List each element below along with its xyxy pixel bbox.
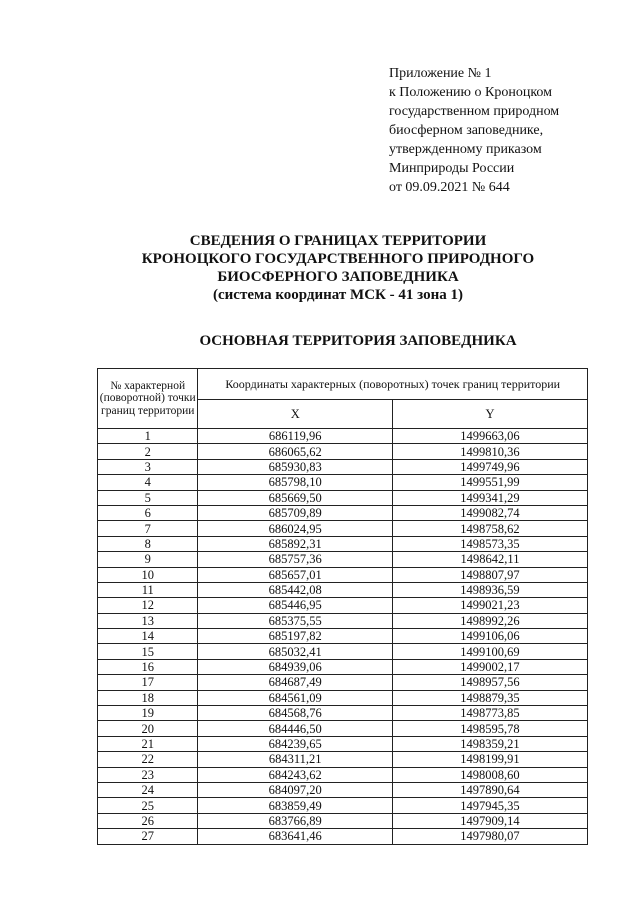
y-coordinate: 1498199,91 <box>392 752 587 767</box>
y-coordinate: 1498807,97 <box>392 567 587 582</box>
x-coordinate: 684311,21 <box>198 752 393 767</box>
table-row <box>98 752 588 767</box>
x-coordinate: 684939,06 <box>198 659 393 674</box>
table-row <box>98 459 588 474</box>
x-coordinate: 685709,89 <box>198 505 393 520</box>
table-row <box>98 582 588 597</box>
point-number: 4 <box>98 475 198 490</box>
table-row <box>98 536 588 551</box>
point-number: 13 <box>98 613 198 628</box>
coordinates-table <box>97 368 588 845</box>
table-row <box>98 613 588 628</box>
table-row <box>98 429 588 444</box>
y-coordinate: 1498957,56 <box>392 675 587 690</box>
y-coordinate: 1498642,11 <box>392 552 587 567</box>
x-coordinate: 684561,09 <box>198 690 393 705</box>
y-coordinate: 1499082,74 <box>392 505 587 520</box>
y-coordinate: 1499551,99 <box>392 475 587 490</box>
table-row <box>98 521 588 536</box>
table-row <box>98 798 588 813</box>
x-coordinate: 685446,95 <box>198 598 393 613</box>
table-row <box>98 644 588 659</box>
point-number: 23 <box>98 767 198 782</box>
x-coordinate: 683766,89 <box>198 813 393 828</box>
y-coordinate: 1498758,62 <box>392 521 587 536</box>
x-coordinate: 685375,55 <box>198 613 393 628</box>
x-coordinate: 685757,36 <box>198 552 393 567</box>
annex-line: к Положению о Кроноцком <box>389 85 553 100</box>
point-number: 15 <box>98 644 198 659</box>
table-row <box>98 767 588 782</box>
point-number: 18 <box>98 690 198 705</box>
x-coordinate: 683641,46 <box>198 829 393 844</box>
y-coordinate: 1497980,07 <box>392 829 587 844</box>
x-coordinate: 683859,49 <box>198 798 393 813</box>
table-row <box>98 675 588 690</box>
x-coordinate: 685442,08 <box>198 582 393 597</box>
y-coordinate: 1497909,14 <box>392 813 587 828</box>
point-number: 24 <box>98 782 198 797</box>
x-coordinate: 685032,41 <box>198 644 393 659</box>
y-coordinate: 1499002,17 <box>392 659 587 674</box>
y-coordinate: 1498936,59 <box>392 582 587 597</box>
table-row <box>98 721 588 736</box>
point-number: 14 <box>98 629 198 644</box>
point-number: 1 <box>98 429 198 444</box>
header-coordinates: Координаты характерных (поворотных) точек границ территории <box>198 369 588 400</box>
annex-line: утвержденному приказом <box>389 142 542 157</box>
y-coordinate: 1499810,36 <box>392 444 587 459</box>
y-coordinate: 1497890,64 <box>392 782 587 797</box>
table-row <box>98 659 588 674</box>
point-number: 6 <box>98 505 198 520</box>
table-row <box>98 782 588 797</box>
table-row <box>98 690 588 705</box>
x-coordinate: 686065,62 <box>198 444 393 459</box>
x-coordinate: 684239,65 <box>198 736 393 751</box>
x-coordinate: 685657,01 <box>198 567 393 582</box>
point-number: 11 <box>98 582 198 597</box>
point-number: 2 <box>98 444 198 459</box>
annex-reference <box>389 64 559 197</box>
point-number: 12 <box>98 598 198 613</box>
header-x: X <box>198 400 393 429</box>
table-row <box>98 490 588 505</box>
table-row <box>98 829 588 844</box>
annex-line: Приложение № 1 <box>389 66 492 81</box>
x-coordinate: 686024,95 <box>198 521 393 536</box>
table-row <box>98 552 588 567</box>
point-number: 25 <box>98 798 198 813</box>
table-row <box>98 706 588 721</box>
y-coordinate: 1499021,23 <box>392 598 587 613</box>
y-coordinate: 1499341,29 <box>392 490 587 505</box>
section-title: ОСНОВНАЯ ТЕРРИТОРИЯ ЗАПОВЕДНИКА <box>199 333 517 349</box>
annex-line: биосферном заповеднике, <box>389 123 544 138</box>
y-coordinate: 1497945,35 <box>392 798 587 813</box>
point-number: 17 <box>98 675 198 690</box>
point-number: 19 <box>98 706 198 721</box>
y-coordinate: 1498773,85 <box>392 706 587 721</box>
point-number: 26 <box>98 813 198 828</box>
point-number: 20 <box>98 721 198 736</box>
point-number: 16 <box>98 659 198 674</box>
table-row <box>98 475 588 490</box>
y-coordinate: 1499663,06 <box>392 429 587 444</box>
header-point-number: № характерной (поворотной) точки границ территории <box>98 369 198 429</box>
y-coordinate: 1499100,69 <box>392 644 587 659</box>
x-coordinate: 685798,10 <box>198 475 393 490</box>
x-coordinate: 685892,31 <box>198 536 393 551</box>
point-number: 10 <box>98 567 198 582</box>
y-coordinate: 1498573,35 <box>392 536 587 551</box>
x-coordinate: 684687,49 <box>198 675 393 690</box>
y-coordinate: 1498992,26 <box>392 613 587 628</box>
y-coordinate: 1498008,60 <box>392 767 587 782</box>
document-title <box>0 232 640 304</box>
header-y: Y <box>392 400 587 429</box>
x-coordinate: 685669,50 <box>198 490 393 505</box>
point-number: 27 <box>98 829 198 844</box>
table-row <box>98 736 588 751</box>
table-row <box>98 567 588 582</box>
x-coordinate: 684243,62 <box>198 767 393 782</box>
annex-line: государственном природном <box>389 104 560 119</box>
point-number: 7 <box>98 521 198 536</box>
annex-line: от 09.09.2021 № 644 <box>389 180 510 195</box>
table-row <box>98 598 588 613</box>
table-row <box>98 629 588 644</box>
x-coordinate: 685197,82 <box>198 629 393 644</box>
y-coordinate: 1498595,78 <box>392 721 587 736</box>
y-coordinate: 1498879,35 <box>392 690 587 705</box>
title-line: СВЕДЕНИЯ О ГРАНИЦАХ ТЕРРИТОРИИ <box>189 233 487 249</box>
x-coordinate: 685930,83 <box>198 459 393 474</box>
point-number: 5 <box>98 490 198 505</box>
point-number: 21 <box>98 736 198 751</box>
point-number: 9 <box>98 552 198 567</box>
table-row <box>98 505 588 520</box>
y-coordinate: 1498359,21 <box>392 736 587 751</box>
point-number: 22 <box>98 752 198 767</box>
point-number: 8 <box>98 536 198 551</box>
x-coordinate: 684446,50 <box>198 721 393 736</box>
y-coordinate: 1499749,96 <box>392 459 587 474</box>
title-line: (система координат МСК - 41 зона 1) <box>213 287 463 303</box>
x-coordinate: 684568,76 <box>198 706 393 721</box>
title-line: БИОСФЕРНОГО ЗАПОВЕДНИКА <box>217 269 459 285</box>
x-coordinate: 686119,96 <box>198 429 393 444</box>
x-coordinate: 684097,20 <box>198 782 393 797</box>
annex-line: Минприроды России <box>389 161 515 176</box>
table-row <box>98 813 588 828</box>
y-coordinate: 1499106,06 <box>392 629 587 644</box>
title-line: КРОНОЦКОГО ГОСУДАРСТВЕННОГО ПРИРОДНОГО <box>141 251 535 267</box>
point-number: 3 <box>98 459 198 474</box>
table-row <box>98 444 588 459</box>
